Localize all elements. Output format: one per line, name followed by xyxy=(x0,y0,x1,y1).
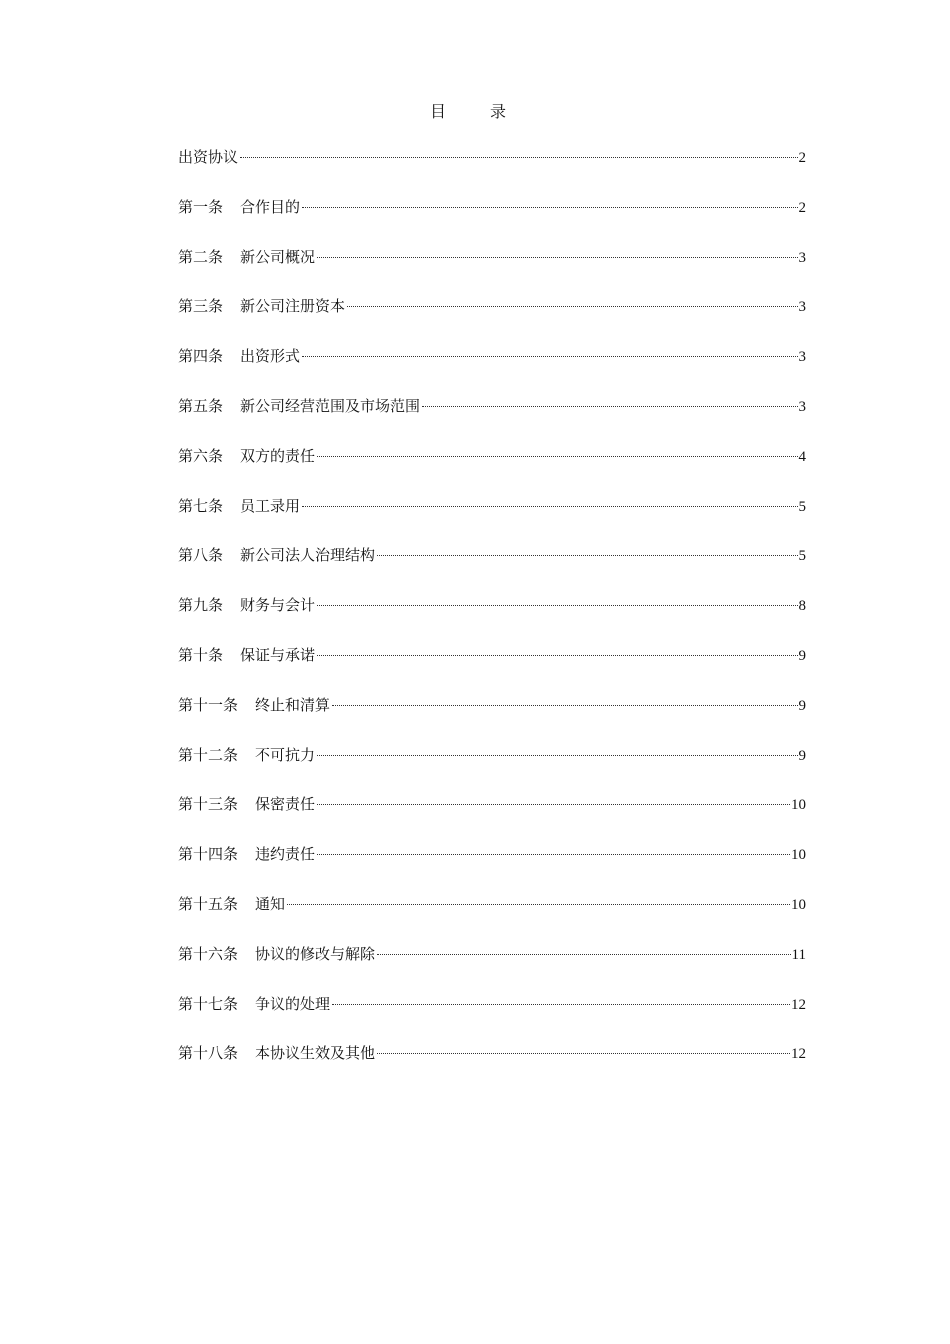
toc-entry-number: 第二条 xyxy=(178,247,224,266)
toc-leader-dots xyxy=(287,904,790,905)
toc-leader-dots xyxy=(377,954,791,955)
toc-entry-number: 第五条 xyxy=(178,396,224,415)
toc-entry[interactable] xyxy=(178,942,806,992)
toc-leader-dots xyxy=(422,406,797,407)
toc-entry-label xyxy=(178,593,315,617)
toc-entry-label xyxy=(178,494,300,518)
toc-entry[interactable] xyxy=(178,643,806,693)
toc-entry-text: 合作目的 xyxy=(240,197,301,216)
toc-entry[interactable] xyxy=(178,892,806,942)
toc-entry-text: 争议的处理 xyxy=(255,994,331,1013)
toc-entry-page: 2 xyxy=(798,150,806,166)
toc-entry-label xyxy=(178,892,285,916)
toc-entry[interactable] xyxy=(178,1041,806,1091)
toc-entry-page: 10 xyxy=(791,896,806,913)
toc-entry-text: 保证与承诺 xyxy=(240,645,316,664)
toc-entry-text: 本协议生效及其他 xyxy=(255,1044,376,1063)
toc-entry-label xyxy=(178,195,300,219)
toc-entry-text: 财务与会计 xyxy=(240,596,316,615)
toc-entry-page: 2 xyxy=(798,199,806,216)
toc-entry-label xyxy=(178,245,315,269)
toc-entry-number: 第十五条 xyxy=(178,894,239,913)
toc-leader-dots xyxy=(332,1004,790,1005)
toc-entry-page: 4 xyxy=(798,448,806,465)
toc-entry-page: 9 xyxy=(798,647,806,664)
toc-entry[interactable] xyxy=(178,494,806,544)
toc-entry-text: 新公司注册资本 xyxy=(240,297,346,316)
toc-entry-text: 保密责任 xyxy=(255,795,316,814)
toc-entry-number: 第七条 xyxy=(178,496,224,515)
toc-entry-page: 5 xyxy=(798,498,806,515)
toc-entry-text: 新公司概况 xyxy=(240,247,316,266)
toc-entry-number: 第十条 xyxy=(178,645,224,664)
toc-entry-label xyxy=(178,643,315,667)
toc-leader-dots xyxy=(377,1053,790,1054)
toc-entry-text: 通知 xyxy=(255,894,286,913)
toc-entry-page: 12 xyxy=(791,996,806,1013)
toc-entry[interactable] xyxy=(178,693,806,743)
toc-list xyxy=(178,145,806,1091)
toc-entry-text: 员工录用 xyxy=(240,496,301,515)
toc-entry[interactable] xyxy=(178,444,806,494)
toc-entry-text: 不可抗力 xyxy=(255,745,316,764)
toc-entry-label xyxy=(178,693,330,717)
toc-entry-label xyxy=(178,792,315,816)
toc-leader-dots xyxy=(302,506,797,507)
toc-entry-page: 11 xyxy=(791,946,806,963)
toc-entry[interactable] xyxy=(178,145,806,195)
toc-leader-dots xyxy=(302,207,797,208)
toc-leader-dots xyxy=(317,854,790,855)
toc-leader-dots xyxy=(317,804,790,805)
toc-entry-text: 出资形式 xyxy=(240,347,301,366)
toc-entry[interactable] xyxy=(178,743,806,793)
toc-entry[interactable] xyxy=(178,792,806,842)
toc-entry-page: 9 xyxy=(798,747,806,764)
toc-entry[interactable] xyxy=(178,394,806,444)
toc-entry-page: 10 xyxy=(791,797,806,814)
toc-leader-dots xyxy=(302,356,797,357)
toc-entry-number: 第十一条 xyxy=(178,695,239,714)
toc-entry-label xyxy=(178,1041,375,1065)
toc-leader-dots xyxy=(317,755,797,756)
toc-leader-dots xyxy=(317,605,797,606)
toc-entry[interactable] xyxy=(178,245,806,295)
toc-entry-number: 第十七条 xyxy=(178,994,239,1013)
toc-leader-dots xyxy=(332,705,797,706)
toc-entry-page: 5 xyxy=(798,548,806,565)
toc-entry-label xyxy=(178,145,238,169)
toc-entry[interactable] xyxy=(178,842,806,892)
toc-entry-number: 第四条 xyxy=(178,347,224,366)
toc-entry-label xyxy=(178,444,315,468)
toc-entry[interactable] xyxy=(178,195,806,245)
toc-entry-label xyxy=(178,743,315,767)
toc-entry[interactable] xyxy=(178,992,806,1042)
toc-entry-label xyxy=(178,394,420,418)
toc-title: 目 录 xyxy=(429,102,520,121)
toc-entry-text: 出资协议 xyxy=(178,148,239,166)
toc-leader-dots xyxy=(377,555,797,556)
toc-entry-label xyxy=(178,543,375,567)
toc-leader-dots xyxy=(317,655,797,656)
toc-entry-text: 违约责任 xyxy=(255,845,316,864)
toc-entry[interactable] xyxy=(178,593,806,643)
toc-entry[interactable] xyxy=(178,294,806,344)
toc-entry-number: 第十三条 xyxy=(178,795,239,814)
toc-entry-text: 新公司经营范围及市场范围 xyxy=(240,396,421,415)
toc-entry-page: 3 xyxy=(798,398,806,415)
toc-entry-page: 9 xyxy=(798,697,806,714)
toc-entry-label xyxy=(178,992,330,1016)
toc-entry-label xyxy=(178,842,315,866)
toc-entry-page: 3 xyxy=(798,349,806,366)
toc-entry-text: 新公司法人治理结构 xyxy=(240,546,376,565)
toc-entry-number: 第十二条 xyxy=(178,745,239,764)
toc-entry-page: 12 xyxy=(791,1046,806,1063)
toc-leader-dots xyxy=(317,257,797,258)
toc-entry[interactable] xyxy=(178,543,806,593)
toc-entry-page: 3 xyxy=(798,249,806,266)
toc-entry-number: 第六条 xyxy=(178,446,224,465)
toc-entry-number: 第一条 xyxy=(178,197,224,216)
toc-entry-number: 第九条 xyxy=(178,596,224,615)
toc-entry-text: 终止和清算 xyxy=(255,695,331,714)
toc-entry-number: 第十六条 xyxy=(178,944,239,963)
toc-entry-number: 第三条 xyxy=(178,297,224,316)
toc-entry-text: 双方的责任 xyxy=(240,446,316,465)
toc-leader-dots xyxy=(347,306,797,307)
toc-entry-page: 8 xyxy=(798,598,806,615)
toc-leader-dots xyxy=(317,456,797,457)
toc-entry-label xyxy=(178,942,375,966)
toc-entry-number: 第十四条 xyxy=(178,845,239,864)
toc-entry-number: 第十八条 xyxy=(178,1044,239,1063)
toc-entry[interactable] xyxy=(178,344,806,394)
toc-entry-number: 第八条 xyxy=(178,546,224,565)
toc-entry-label xyxy=(178,294,345,318)
toc-entry-page: 10 xyxy=(791,847,806,864)
toc-entry-page: 3 xyxy=(798,299,806,316)
toc-entry-label xyxy=(178,344,300,368)
toc-leader-dots xyxy=(240,157,797,158)
toc-entry-text: 协议的修改与解除 xyxy=(255,944,376,963)
